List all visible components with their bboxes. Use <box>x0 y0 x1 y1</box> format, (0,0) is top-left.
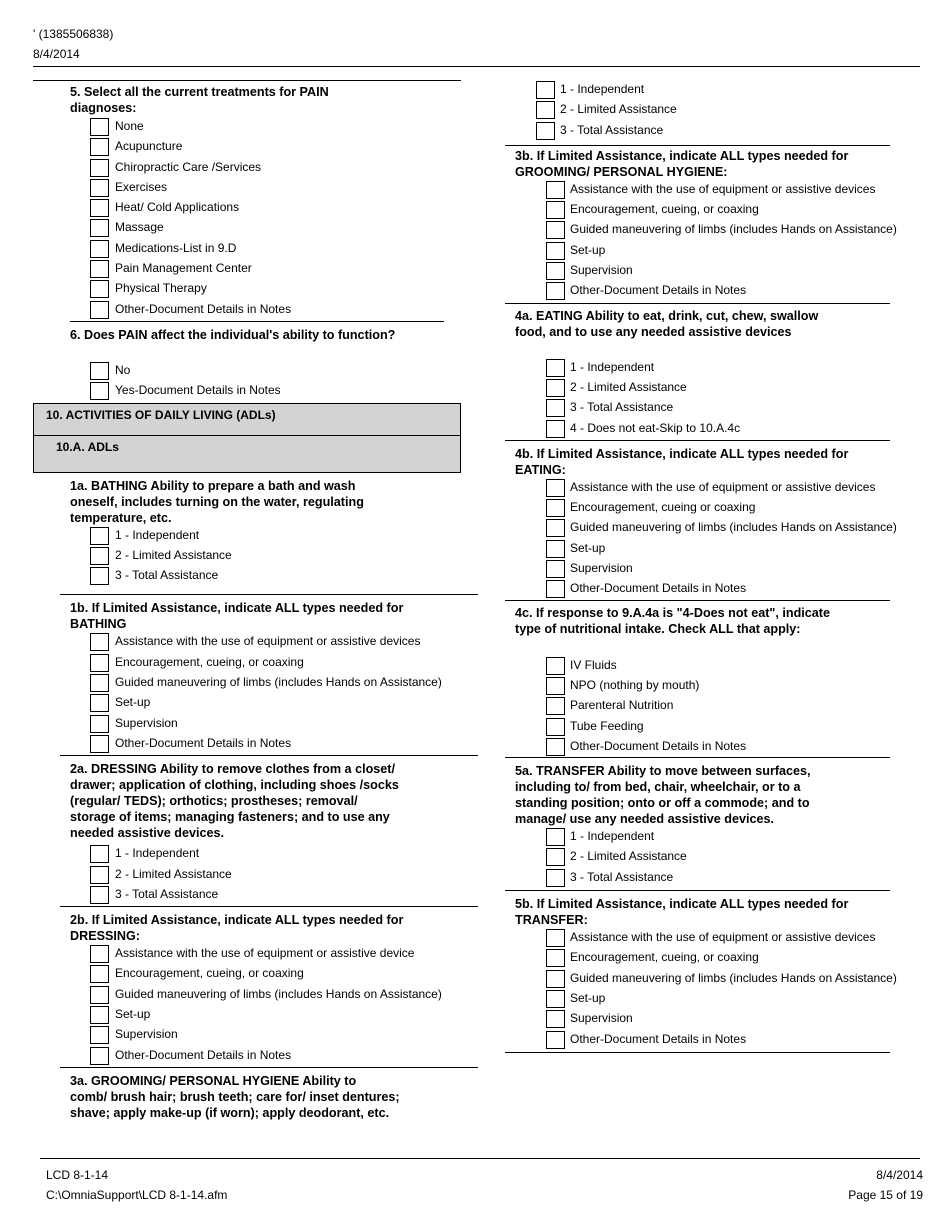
header-date: 8/4/2014 <box>33 47 80 61</box>
checkbox-label: 1 - Independent <box>560 82 645 96</box>
checkbox-option[interactable] <box>515 928 890 948</box>
title-line: food, and to use any needed assistive devices <box>515 324 792 339</box>
question-5b <box>505 891 897 1050</box>
checkbox-label: IV Fluids <box>570 657 617 672</box>
checkbox-option[interactable] <box>70 546 461 566</box>
checkbox-label: 1 - Independent <box>115 527 200 542</box>
checkbox-option[interactable] <box>515 180 890 200</box>
checkbox-option[interactable] <box>70 1025 461 1045</box>
checkbox-label: Heat/ Cold Applications <box>115 200 240 215</box>
checkbox[interactable] <box>546 560 565 578</box>
title-line: 3a. GROOMING/ PERSONAL HYGIENE Ability to <box>70 1073 357 1088</box>
checkbox-label: Encouragement, cueing, or coaxing <box>115 654 304 669</box>
checkbox[interactable] <box>90 845 109 863</box>
checkbox[interactable] <box>90 674 109 692</box>
checkbox[interactable] <box>546 828 565 846</box>
checkbox-option[interactable] <box>515 241 890 261</box>
checkbox-label: Encouragement, cueing, or coaxing <box>570 950 759 965</box>
checkbox[interactable] <box>90 1047 109 1065</box>
checkbox-label: Set-up <box>570 990 606 1005</box>
checkbox[interactable] <box>90 567 109 585</box>
checkbox[interactable] <box>90 986 109 1004</box>
checkbox-option[interactable] <box>70 300 461 320</box>
checkbox[interactable] <box>90 179 109 197</box>
checkbox-label: Encouragement, cueing, or coaxing <box>115 966 304 981</box>
checkbox-option[interactable] <box>70 1046 461 1066</box>
checkbox-option[interactable] <box>515 358 890 378</box>
question-5b-options <box>515 928 897 1050</box>
checkbox-label: Set-up <box>570 242 606 257</box>
checkbox[interactable] <box>90 654 109 672</box>
checkbox-option[interactable] <box>515 969 897 989</box>
title-line: 4c. If response to 9.A.4a is "4-Does not eat", indicate <box>515 605 830 620</box>
checkbox[interactable] <box>90 547 109 565</box>
question-4c-title <box>515 605 890 637</box>
title-line: oneself, includes turning on the water, regulating <box>70 494 364 509</box>
checkbox-option[interactable] <box>505 80 890 100</box>
checkbox[interactable] <box>546 869 565 887</box>
checkbox-option[interactable] <box>70 653 461 673</box>
checkbox[interactable] <box>90 260 109 278</box>
checkbox-label: Guided maneuvering of limbs (includes Hands on Assistance) <box>570 520 897 535</box>
question-2a <box>33 756 461 905</box>
header-divider <box>33 66 920 67</box>
checkbox-option[interactable] <box>515 656 890 676</box>
checkbox-option[interactable] <box>515 498 890 518</box>
checkbox-label: Other-Document Details in Notes <box>570 1031 747 1046</box>
checkbox-label: Parenteral Nutrition <box>570 698 674 713</box>
title-line: drawer; application of clothing, including shoes /socks <box>70 778 399 793</box>
checkbox-label: 3 - Total Assistance <box>570 869 674 884</box>
question-2a-options <box>70 844 461 905</box>
section-10a-band <box>33 436 461 473</box>
checkbox-option[interactable] <box>70 734 461 754</box>
checkbox-option[interactable] <box>70 714 461 734</box>
footer-path: C:\OmniaSupport\LCD 8-1-14.afm <box>46 1188 228 1202</box>
checkbox-option[interactable] <box>515 539 890 559</box>
question-4b-title <box>515 446 890 478</box>
title-line: DRESSING: <box>70 929 140 944</box>
checkbox-option[interactable] <box>70 178 461 198</box>
checkbox-label: Assistance with the use of equipment or assistive devices <box>570 479 876 494</box>
checkbox-label: Massage <box>115 220 164 235</box>
divider <box>505 1052 890 1053</box>
left-column <box>33 80 461 1121</box>
checkbox[interactable] <box>546 540 565 558</box>
checkbox-label: Exercises <box>115 179 168 194</box>
question-1a-options <box>70 526 461 587</box>
checkbox-label: Yes-Document Details in Notes <box>115 383 281 398</box>
title-line: 5b. If Limited Assistance, indicate ALL types needed for <box>515 897 849 912</box>
checkbox-option[interactable] <box>515 220 897 240</box>
checkbox-label: 2 - Limited Assistance <box>570 849 687 864</box>
checkbox[interactable] <box>90 118 109 136</box>
checkbox-option[interactable] <box>70 361 461 381</box>
checkbox[interactable] <box>546 499 565 517</box>
title-line: standing position; onto or off a commode; and to <box>515 796 810 811</box>
checkbox-option[interactable] <box>515 200 890 220</box>
title-line: manage/ use any needed assistive devices. <box>515 812 775 827</box>
checkbox-label: Supervision <box>570 561 633 576</box>
question-3b <box>505 146 897 302</box>
question-2b-title <box>70 912 461 944</box>
checkbox-label: Other-Document Details in Notes <box>115 301 292 316</box>
checkbox-label: 1 - Independent <box>570 359 655 374</box>
checkbox-label: Other-Document Details in Notes <box>570 283 747 298</box>
question-4c-options <box>515 656 890 757</box>
checkbox-option[interactable] <box>515 398 890 418</box>
checkbox-option[interactable] <box>515 378 890 398</box>
question-3b-options <box>515 180 897 302</box>
title-line: EATING: <box>515 462 566 477</box>
question-4b-options <box>515 478 897 600</box>
checkbox-option[interactable] <box>515 579 890 599</box>
checkbox-label: Tube Feeding <box>570 718 644 733</box>
checkbox[interactable] <box>546 359 565 377</box>
checkbox-label: Supervision <box>570 1011 633 1026</box>
checkbox-label: Guided maneuvering of limbs (includes Hands on Assistance) <box>115 986 442 1001</box>
checkbox-option[interactable] <box>515 478 890 498</box>
right-column <box>505 80 897 1053</box>
checkbox[interactable] <box>546 738 565 756</box>
question-5-options <box>70 117 461 320</box>
checkbox-option[interactable] <box>515 676 890 696</box>
checkbox[interactable] <box>90 382 109 400</box>
checkbox-option[interactable] <box>70 885 461 905</box>
checkbox[interactable] <box>546 677 565 695</box>
checkbox-label: Encouragement, cueing or coaxing <box>570 500 756 515</box>
checkbox[interactable] <box>90 159 109 177</box>
checkbox-label: 2 - Limited Assistance <box>560 102 677 117</box>
checkbox[interactable] <box>90 886 109 904</box>
checkbox-label: Encouragement, cueing, or coaxing <box>570 202 759 217</box>
checkbox-option[interactable] <box>515 989 890 1009</box>
checkbox[interactable] <box>546 929 565 947</box>
checkbox-label: 3 - Total Assistance <box>560 122 664 137</box>
section-10-band <box>33 403 461 436</box>
checkbox[interactable] <box>90 138 109 156</box>
checkbox[interactable] <box>90 219 109 237</box>
checkbox-label: Guided maneuvering of limbs (includes Hands on Assistance) <box>570 222 897 237</box>
question-1b-options <box>70 632 461 754</box>
question-6-title: 6. Does PAIN affect the individual's ability to function? <box>70 327 396 342</box>
checkbox[interactable] <box>90 301 109 319</box>
checkbox-label: None <box>115 119 144 133</box>
checkbox-label: Pain Management Center <box>115 261 252 276</box>
checkbox-label: Acupuncture <box>115 139 183 154</box>
checkbox[interactable] <box>90 694 109 712</box>
question-6-options <box>70 361 461 402</box>
checkbox[interactable] <box>546 1010 565 1028</box>
checkbox-option[interactable] <box>505 100 890 120</box>
checkbox-option[interactable] <box>515 868 890 888</box>
checkbox-option[interactable] <box>70 279 461 299</box>
checkbox-label: 1 - Independent <box>570 829 655 844</box>
checkbox-option[interactable] <box>70 1005 461 1025</box>
checkbox-label: Supervision <box>115 1027 178 1042</box>
question-3a <box>33 1068 461 1121</box>
checkbox-option[interactable] <box>70 526 461 546</box>
title-line: storage of items; managing fasteners; and to use any <box>70 810 390 825</box>
checkbox-label: Set-up <box>115 695 151 710</box>
checkbox-option[interactable] <box>515 737 890 757</box>
checkbox[interactable] <box>546 949 565 967</box>
checkbox-label: Set-up <box>115 1007 151 1022</box>
checkbox-option[interactable] <box>70 985 461 1005</box>
checkbox-option[interactable] <box>70 158 461 178</box>
question-3a-options <box>505 80 890 141</box>
checkbox-option[interactable] <box>70 944 461 964</box>
checkbox-option[interactable] <box>515 847 890 867</box>
checkbox-option[interactable] <box>70 218 461 238</box>
title-line: shave; apply make-up (if worn); apply deodorant, etc. <box>70 1105 390 1120</box>
checkbox-option[interactable] <box>70 673 461 693</box>
checkbox[interactable] <box>536 101 555 119</box>
checkbox-label: Supervision <box>115 715 178 730</box>
question-5-title: 5. Select all the current treatments for PAIN diagnoses: <box>70 85 329 115</box>
checkbox-option[interactable] <box>515 518 897 538</box>
checkbox[interactable] <box>546 201 565 219</box>
question-5 <box>33 81 461 320</box>
checkbox[interactable] <box>90 280 109 298</box>
checkbox[interactable] <box>546 990 565 1008</box>
checkbox[interactable] <box>546 970 565 988</box>
checkbox-option[interactable] <box>70 239 461 259</box>
title-line: 3b. If Limited Assistance, indicate ALL types needed for <box>515 148 849 163</box>
checkbox-label: 1 - Independent <box>115 846 200 861</box>
title-line: type of nutritional intake. Check ALL that apply: <box>515 621 801 636</box>
checkbox[interactable] <box>90 1006 109 1024</box>
checkbox-option[interactable] <box>515 1009 890 1029</box>
checkbox-label: Guided maneuvering of limbs (includes Hands on Assistance) <box>570 970 897 985</box>
checkbox-label: 4 - Does not eat-Skip to 10.A.4c <box>570 420 741 435</box>
question-2a-title <box>70 761 461 841</box>
checkbox-label: Chiropractic Care /Services <box>115 159 262 174</box>
checkbox-option[interactable] <box>70 693 461 713</box>
checkbox[interactable] <box>536 81 555 99</box>
checkbox-label: Other-Document Details in Notes <box>115 1047 292 1062</box>
checkbox-label: Set-up <box>570 540 606 555</box>
checkbox-label: Guided maneuvering of limbs (includes Hands on Assistance) <box>115 675 442 690</box>
checkbox[interactable] <box>90 527 109 545</box>
checkbox-label: Other-Document Details in Notes <box>570 581 747 596</box>
title-line: 2a. DRESSING Ability to remove clothes from a closet/ <box>70 762 395 777</box>
checkbox[interactable] <box>546 221 565 239</box>
checkbox-label: Physical Therapy <box>115 281 207 296</box>
checkbox-label: Other-Document Details in Notes <box>115 735 292 750</box>
section-10a-title: 10.A. ADLs <box>56 439 119 454</box>
checkbox-option[interactable] <box>515 827 890 847</box>
question-5b-title <box>515 896 890 928</box>
checkbox[interactable] <box>90 965 109 983</box>
footer-page: Page 15 of 19 <box>848 1188 923 1202</box>
title-line: 5a. TRANSFER Ability to move between surfaces, <box>515 764 811 779</box>
checkbox-option[interactable] <box>515 1030 890 1050</box>
footer-divider <box>40 1158 920 1159</box>
checkbox-option[interactable] <box>515 261 890 281</box>
checkbox-label: Supervision <box>570 263 633 278</box>
question-4c <box>505 601 890 757</box>
title-line: temperature, etc. <box>70 510 172 525</box>
title-line: GROOMING/ PERSONAL HYGIENE: <box>515 164 728 179</box>
checkbox[interactable] <box>546 399 565 417</box>
checkbox-label: 2 - Limited Assistance <box>115 866 232 881</box>
checkbox-label: Other-Document Details in Notes <box>570 738 747 753</box>
checkbox-label: 3 - Total Assistance <box>115 886 219 901</box>
checkbox[interactable] <box>90 866 109 884</box>
checkbox-label: 2 - Limited Assistance <box>570 379 687 394</box>
checkbox-option[interactable] <box>70 381 461 401</box>
checkbox[interactable] <box>546 479 565 497</box>
checkbox[interactable] <box>90 199 109 217</box>
checkbox[interactable] <box>546 580 565 598</box>
checkbox-option[interactable] <box>70 865 461 885</box>
title-line: 1b. If Limited Assistance, indicate ALL types needed for <box>70 601 404 616</box>
checkbox-label: Assistance with the use of equipment or assistive device <box>115 946 415 961</box>
title-line: including to/ from bed, chair, wheelchair, or to a <box>515 780 801 795</box>
checkbox-option[interactable] <box>70 964 461 984</box>
checkbox[interactable] <box>546 657 565 675</box>
question-4a <box>505 304 890 439</box>
checkbox[interactable] <box>536 122 555 140</box>
checkbox-label: Assistance with the use of equipment or assistive devices <box>570 930 876 945</box>
header-id: ' (1385506838) <box>33 27 114 41</box>
question-1a <box>33 473 461 587</box>
question-3a-title <box>70 1073 461 1121</box>
footer-form-name: LCD 8-1-14 <box>46 1168 109 1182</box>
question-2b <box>33 907 461 1066</box>
checkbox[interactable] <box>90 633 109 651</box>
footer-date: 8/4/2014 <box>876 1168 923 1182</box>
checkbox[interactable] <box>90 362 109 380</box>
checkbox-option[interactable] <box>515 696 890 716</box>
title-line: needed assistive devices. <box>70 826 225 841</box>
question-5a-title <box>515 763 890 827</box>
checkbox[interactable] <box>90 945 109 963</box>
checkbox[interactable] <box>90 735 109 753</box>
checkbox-option[interactable] <box>70 632 461 652</box>
checkbox-label: Assistance with the use of equipment or assistive devices <box>570 181 876 196</box>
title-line: 1a. BATHING Ability to prepare a bath and wash <box>70 478 356 493</box>
checkbox-option[interactable] <box>70 137 461 157</box>
checkbox-option[interactable] <box>505 121 890 141</box>
checkbox-label: NPO (nothing by mouth) <box>570 677 700 692</box>
question-4b <box>505 441 897 600</box>
title-line: 4a. EATING Ability to eat, drink, cut, chew, swallow <box>515 308 819 323</box>
checkbox-option[interactable] <box>70 259 461 279</box>
checkbox[interactable] <box>90 1026 109 1044</box>
title-line: 2b. If Limited Assistance, indicate ALL types needed for <box>70 913 404 928</box>
checkbox[interactable] <box>546 242 565 260</box>
checkbox-option[interactable] <box>515 281 890 301</box>
question-3b-title <box>515 148 890 180</box>
checkbox[interactable] <box>546 848 565 866</box>
title-line: 4b. If Limited Assistance, indicate ALL types needed for <box>515 446 849 461</box>
checkbox[interactable] <box>546 181 565 199</box>
checkbox-option[interactable] <box>70 198 461 218</box>
title-line: TRANSFER: <box>515 913 588 928</box>
checkbox[interactable] <box>546 519 565 537</box>
title-line: (regular/ TEDS); orthotics; prostheses; removal/ <box>70 794 358 809</box>
checkbox[interactable] <box>546 379 565 397</box>
checkbox[interactable] <box>546 718 565 736</box>
question-4a-title <box>515 308 890 340</box>
question-5a <box>505 758 890 888</box>
question-1a-title <box>70 478 461 526</box>
checkbox-option[interactable] <box>515 559 890 579</box>
checkbox-option[interactable] <box>70 117 461 137</box>
checkbox-label: 2 - Limited Assistance <box>115 547 232 562</box>
checkbox-label: Medications-List in 9.D <box>115 240 237 255</box>
checkbox-label: 3 - Total Assistance <box>115 568 219 583</box>
checkbox-option[interactable] <box>70 844 461 864</box>
checkbox-option[interactable] <box>515 419 890 439</box>
checkbox[interactable] <box>546 262 565 280</box>
checkbox[interactable] <box>546 420 565 438</box>
checkbox[interactable] <box>546 697 565 715</box>
question-5a-options <box>515 827 890 888</box>
checkbox-option[interactable] <box>515 717 890 737</box>
question-4a-options <box>515 358 890 439</box>
checkbox[interactable] <box>546 1031 565 1049</box>
question-1b-title <box>70 600 461 632</box>
checkbox[interactable] <box>90 715 109 733</box>
checkbox-option[interactable] <box>515 948 890 968</box>
checkbox-label: Assistance with the use of equipment or assistive devices <box>115 634 421 649</box>
section-10-title: 10. ACTIVITIES OF DAILY LIVING (ADLs) <box>46 407 276 422</box>
checkbox[interactable] <box>90 240 109 258</box>
question-6 <box>33 322 461 402</box>
checkbox-option[interactable] <box>70 566 461 586</box>
checkbox-label: 3 - Total Assistance <box>570 400 674 415</box>
question-1b <box>33 595 461 754</box>
title-line: comb/ brush hair; brush teeth; care for/ inset dentures; <box>70 1089 400 1104</box>
question-2b-options <box>70 944 461 1066</box>
checkbox[interactable] <box>546 282 565 300</box>
title-line: BATHING <box>70 617 127 632</box>
checkbox-label: No <box>115 362 131 377</box>
